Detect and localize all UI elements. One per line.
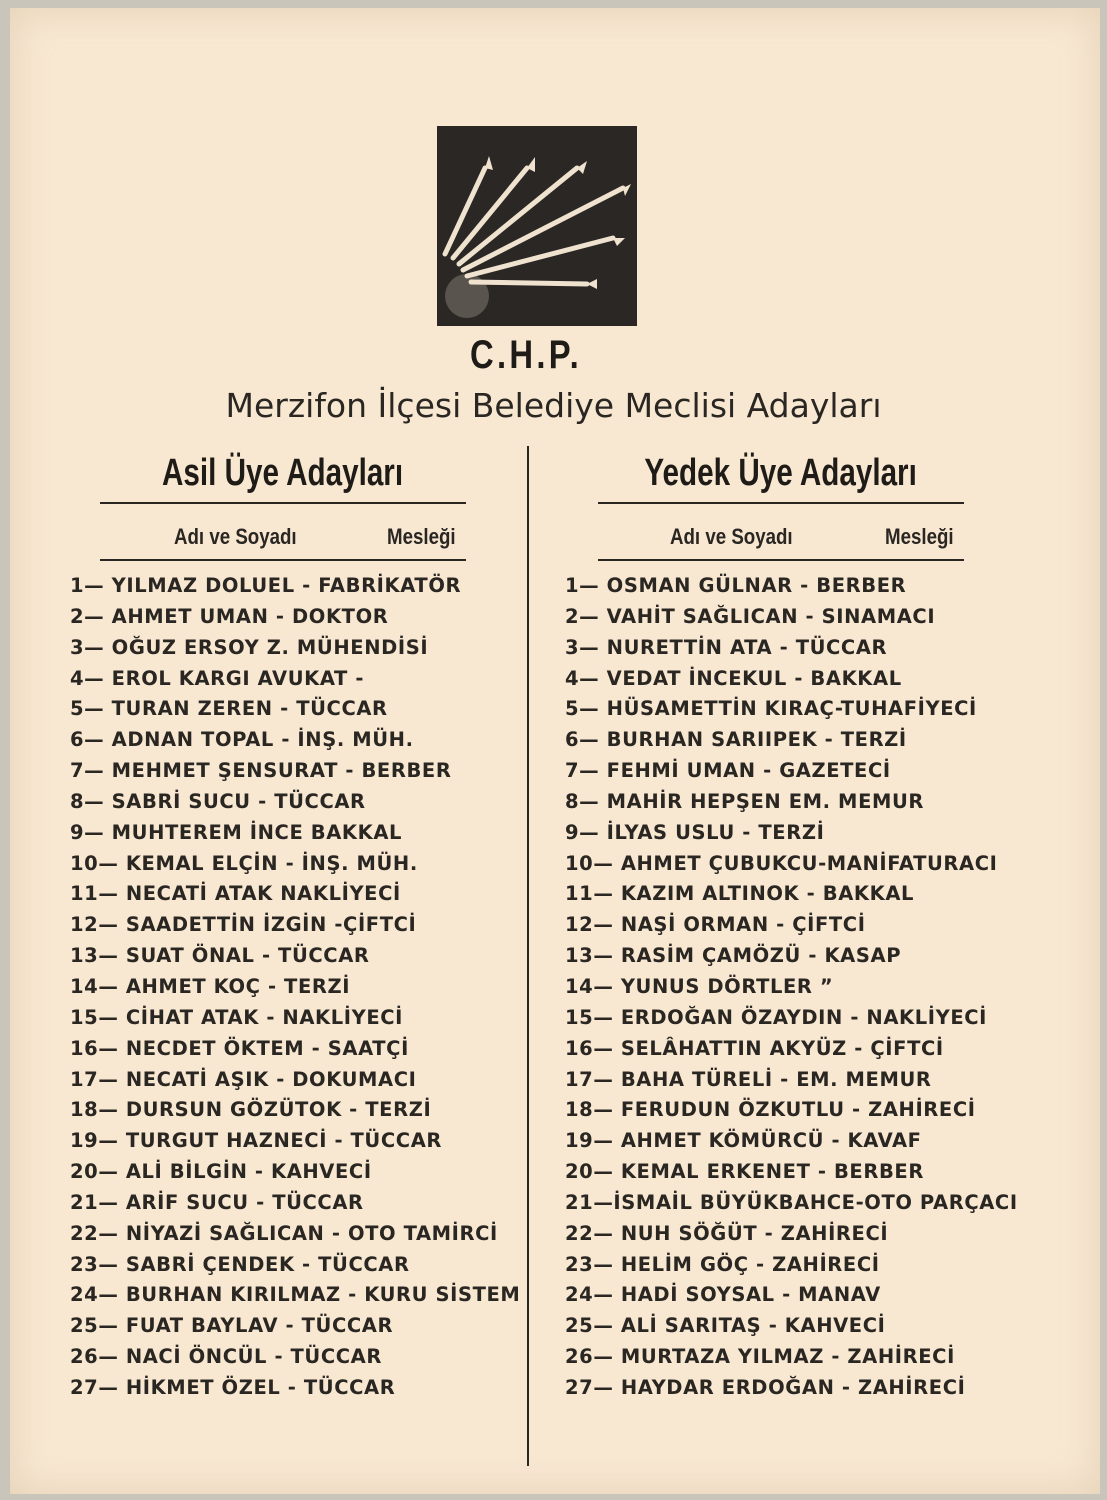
list-item: 17— BAHA TÜRELİ - EM. MEMUR	[565, 1067, 932, 1091]
list-item: 3— NURETTİN ATA - TÜCCAR	[565, 635, 888, 659]
page-title: Merzifon İlçesi Belediye Meclisi Adayları	[225, 386, 882, 425]
list-item: 22— NUH SÖĞÜT - ZAHİRECİ	[565, 1221, 889, 1245]
right-header-rule	[598, 559, 964, 561]
list-item: 17— NECATİ AŞIK - DOKUMACI	[70, 1067, 417, 1091]
list-item: 26— NACİ ÖNCÜL - TÜCCAR	[70, 1345, 382, 1369]
right-title-rule	[598, 502, 964, 504]
right-col-name-text: Adı ve Soyadı	[670, 524, 793, 549]
list-item: 2— VAHİT SAĞLICAN - SINAMACI	[565, 604, 936, 628]
list-item: 9— MUHTEREM İNCE BAKKAL	[70, 820, 403, 844]
list-item: 21— ARİF SUCU - TÜCCAR	[70, 1190, 364, 1214]
list-item: 10— KEMAL ELÇİN - İNŞ. MÜH.	[70, 851, 418, 875]
list-item: 3— OĞUZ ERSOY Z. MÜHENDİSİ	[70, 635, 429, 659]
right-col-name-header	[670, 524, 814, 550]
list-item: 2— AHMET UMAN - DOKTOR	[70, 604, 389, 628]
list-item: 24— HADİ SOYSAL - MANAV	[565, 1283, 881, 1307]
right-column-title-text: Yedek Üye Adayları	[644, 452, 918, 494]
list-item: 23— HELİM GÖÇ - ZAHİRECİ	[565, 1252, 880, 1276]
right-col-job-header	[885, 524, 966, 550]
list-item: 11— NECATİ ATAK NAKLİYECİ	[70, 882, 401, 906]
list-item: 18— FERUDUN ÖZKUTLU - ZAHİRECİ	[565, 1098, 976, 1122]
left-column-title	[100, 452, 466, 495]
list-item: 23— SABRİ ÇENDEK - TÜCCAR	[70, 1252, 410, 1276]
list-item: 26— MURTAZA YILMAZ - ZAHİRECİ	[565, 1345, 955, 1369]
list-item: 19— TURGUT HAZNECİ - TÜCCAR	[70, 1129, 442, 1153]
list-item: 11— KAZIM ALTINOK - BAKKAL	[565, 882, 915, 906]
left-header-rule	[100, 559, 466, 561]
list-item: 25— ALİ SARITAŞ - KAHVECİ	[565, 1314, 886, 1338]
list-item: 16— SELÂHATTIN AKYÜZ - ÇİFTCİ	[565, 1036, 944, 1060]
list-item: 14— AHMET KOÇ - TERZİ	[70, 974, 351, 998]
list-item: 6— BURHAN SARIIPEK - TERZİ	[565, 728, 907, 752]
column-divider	[527, 446, 529, 1466]
list-item: 10— AHMET ÇUBUKCU-MANİFATURACI	[565, 851, 998, 875]
left-col-job-header	[387, 524, 468, 550]
list-item: 14— YUNUS DÖRTLER ”	[565, 974, 834, 998]
list-item: 4— VEDAT İNCEKUL - BAKKAL	[565, 666, 902, 690]
left-column-title-text: Asil Üye Adayları	[162, 452, 404, 494]
right-col-job-text: Mesleği	[885, 524, 954, 549]
list-item: 1— OSMAN GÜLNAR - BERBER	[565, 574, 907, 597]
list-item: 25— FUAT BAYLAV - TÜCCAR	[70, 1314, 394, 1338]
list-item: 21—İSMAİL BÜYÜKBAHCE-OTO PARÇACI	[565, 1190, 1018, 1214]
right-column-title	[598, 452, 964, 495]
list-item: 4— EROL KARGI AVUKAT -	[70, 666, 365, 690]
list-item: 13— SUAT ÖNAL - TÜCCAR	[70, 944, 370, 968]
list-item: 8— SABRİ SUCU - TÜCCAR	[70, 789, 366, 813]
list-item: 24— BURHAN KIRILMAZ - KURU SİSTEM	[70, 1283, 521, 1307]
list-item: 1— YILMAZ DOLUEL - FABRİKATÖR	[70, 574, 462, 597]
list-item: 19— AHMET KÖMÜRCÜ - KAVAF	[565, 1129, 922, 1153]
list-item: 12— NAŞİ ORMAN - ÇİFTCİ	[565, 913, 866, 937]
list-item: 9— İLYAS USLU - TERZİ	[565, 820, 825, 844]
list-item: 15— CİHAT ATAK - NAKLİYECİ	[70, 1005, 404, 1029]
left-title-rule	[100, 502, 466, 504]
list-item: 5— TURAN ZEREN - TÜCCAR	[70, 697, 388, 721]
left-col-name-header	[174, 524, 318, 550]
list-item: 27— HİKMET ÖZEL - TÜCCAR	[70, 1375, 396, 1399]
right-candidate-list	[565, 571, 1025, 1404]
list-item: 20— KEMAL ERKENET - BERBER	[565, 1160, 924, 1184]
list-item: 6— ADNAN TOPAL - İNŞ. MÜH.	[70, 728, 414, 752]
list-item: 12— SAADETTİN İZGİN -ÇİFTCİ	[70, 913, 417, 937]
list-item: 22— NİYAZİ SAĞLICAN - OTO TAMİRCİ	[70, 1221, 498, 1245]
left-candidate-list	[70, 571, 525, 1404]
list-item: 13— RASİM ÇAMÖZÜ - KASAP	[565, 944, 902, 968]
list-item: 7— MEHMET ŞENSURAT - BERBER	[70, 759, 452, 783]
list-item: 7— FEHMİ UMAN - GAZETECİ	[565, 759, 891, 783]
list-item: 18— DURSUN GÖZÜTOK - TERZİ	[70, 1098, 432, 1122]
party-name: C.H.P.	[470, 333, 583, 377]
left-col-job-text: Mesleği	[387, 524, 456, 549]
list-item: 16— NECDET ÖKTEM - SAATÇİ	[70, 1036, 409, 1060]
list-item: 27— HAYDAR ERDOĞAN - ZAHİRECİ	[565, 1375, 966, 1399]
list-item: 8— MAHİR HEPŞEN EM. MEMUR	[565, 789, 925, 813]
list-item: 5— HÜSAMETTİN KIRAÇ-TUHAFİYECİ	[565, 697, 977, 721]
left-col-name-text: Adı ve Soyadı	[174, 524, 297, 549]
list-item: 20— ALİ BİLGİN - KAHVECİ	[70, 1160, 372, 1184]
six-arrows-emblem	[437, 126, 637, 326]
list-item: 15— ERDOĞAN ÖZAYDIN - NAKLİYECİ	[565, 1005, 988, 1029]
